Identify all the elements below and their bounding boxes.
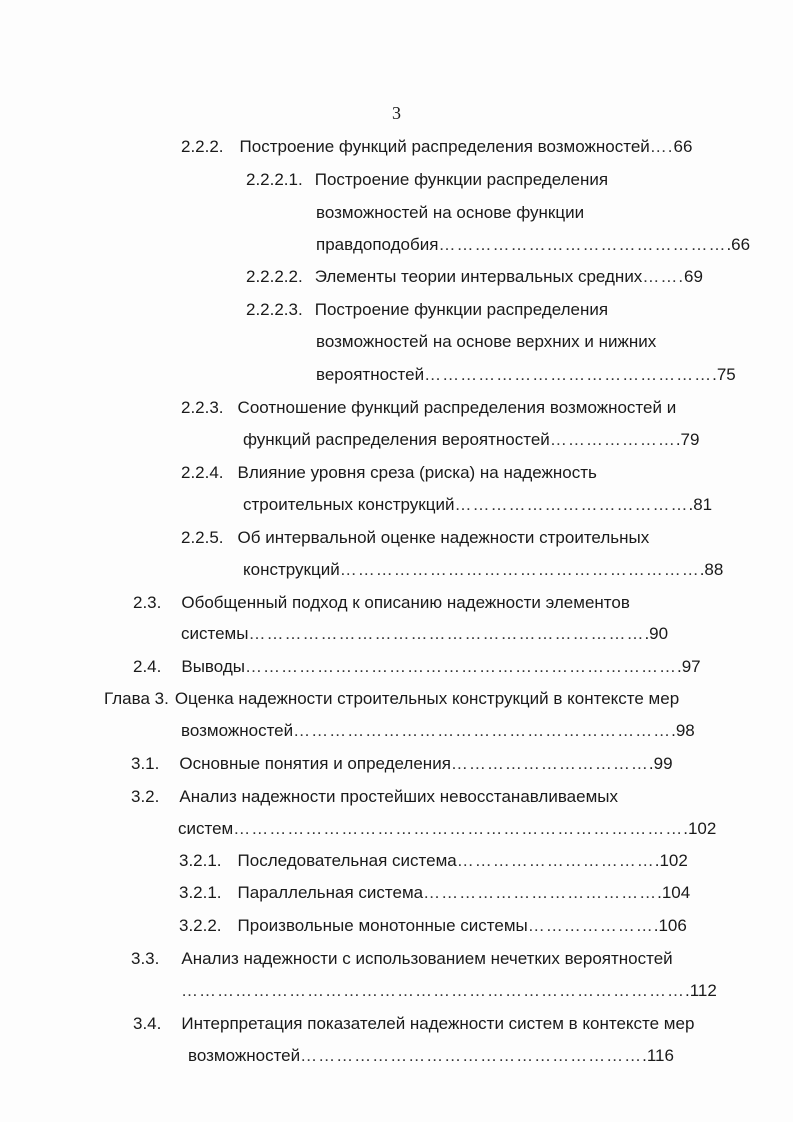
toc-entry-continuation (316, 234, 750, 256)
leader-dots: ……. (642, 267, 685, 286)
section-number: 3.4. (133, 1014, 162, 1033)
entry-title: Построение функции распределения (314, 300, 609, 319)
section-number: 2.2.2.3. (246, 300, 303, 319)
page-ref: .102 (654, 851, 688, 870)
leader-dots: ………………………………… (423, 883, 658, 902)
chapter-number: Глава 3. (104, 689, 169, 708)
section-number: 3.3. (131, 949, 160, 968)
section-number: 2.2.3. (181, 398, 224, 417)
toc-entry-3-3 (131, 948, 673, 970)
entry-title: конструкций (243, 560, 340, 579)
section-number: 2.3. (133, 593, 162, 612)
toc-entry-2-2-3 (181, 397, 676, 419)
section-number: 3.2. (131, 787, 160, 806)
section-number: 3.1. (131, 754, 160, 773)
entry-title: Анализ надежности простейших невосстанавливаемых (179, 787, 618, 806)
toc-entry-2-2-2-3 (246, 299, 608, 321)
toc-entry-chapter-3 (104, 688, 679, 710)
entry-title: Соотношение функций распределения возможностей и (237, 398, 677, 417)
leader-dots: ………………………………………………………… (248, 624, 645, 643)
section-number: 2.4. (133, 657, 162, 676)
toc-entry-continuation (181, 980, 717, 1002)
toc-entry-3-2-2 (179, 915, 687, 937)
leader-dots: ………………………………………………… (300, 1046, 643, 1065)
page-ref: .88 (699, 560, 724, 579)
page-ref: .66 (726, 235, 751, 254)
toc-entry-continuation (316, 202, 584, 224)
entry-title: Параллельная система (237, 883, 424, 902)
page-number: 3 (392, 103, 401, 123)
leader-dots: ………………………………………… (438, 235, 727, 254)
section-number: 2.2.2.1. (246, 170, 303, 189)
entry-title: Влияние уровня среза (риска) на надежность (237, 463, 597, 482)
entry-title: Обобщенный подход к описанию надежности элементов (181, 593, 630, 612)
entry-title: систем (178, 819, 234, 838)
leader-dots: ………………………………………………………………………… (181, 981, 685, 1000)
toc-entry-2-2-2-2 (246, 266, 703, 288)
entry-title: функций распределения вероятностей (243, 430, 550, 449)
section-number: 3.2.1. (179, 883, 222, 902)
toc-entry-2-2-5 (181, 527, 649, 549)
section-number: 2.2.2.2. (246, 267, 303, 286)
entry-title: Произвольные монотонные системы (237, 916, 528, 935)
page-ref: .112 (685, 981, 717, 1000)
toc-entry-continuation (243, 559, 723, 581)
toc-entry-3-2 (131, 786, 618, 808)
leader-dots: ………………… (527, 916, 654, 935)
toc-entry-3-2-1-parallel (179, 882, 690, 904)
toc-entry-continuation (243, 429, 699, 451)
page-ref: .106 (653, 916, 687, 935)
page-ref: .81 (688, 495, 713, 514)
section-number: 2.2.4. (181, 463, 224, 482)
page-ref: .75 (712, 365, 736, 384)
entry-title: Построение функций распределения возможностей (239, 137, 650, 156)
entry-title: строительных конструкций (243, 495, 455, 514)
toc-entry-continuation (243, 494, 712, 516)
page-ref: .104 (657, 883, 691, 902)
page-ref: .99 (648, 754, 673, 773)
toc-entry-2-2-2-1 (246, 169, 608, 191)
entry-title: Построение функции распределения (314, 170, 609, 189)
entry-title: правдоподобия (316, 235, 439, 254)
entry-title: Анализ надежности с использованием нечетких вероятностей (181, 949, 673, 968)
entry-title: возможностей на основе функции (316, 203, 585, 222)
page-ref: .79 (675, 430, 700, 449)
leader-dots: ………………… (549, 430, 676, 449)
toc-entry-continuation (316, 331, 656, 353)
toc-entry-2-4 (133, 656, 701, 678)
entry-title: возможностей на основе верхних и нижних (316, 332, 657, 351)
leader-dots: ………………………………… (454, 495, 689, 514)
page-ref: .97 (676, 657, 701, 676)
page-ref: 69 (684, 267, 703, 286)
toc-entry-continuation (181, 623, 668, 645)
entry-title: Об интервальной оценке надежности строительных (237, 528, 650, 547)
toc-entry-2-2-2 (181, 136, 692, 158)
section-number: 3.2.2. (179, 916, 222, 935)
toc-entry-continuation (178, 818, 716, 840)
toc-entry-continuation (316, 364, 736, 386)
page-ref: .98 (671, 721, 695, 740)
leader-dots: …. (649, 137, 674, 156)
entry-title: Оценка надежности строительных конструкций в контексте мер (174, 689, 680, 708)
entry-title: возможностей (188, 1046, 301, 1065)
toc-entry-continuation (181, 720, 695, 742)
leader-dots: …………………………… (450, 754, 649, 773)
toc-entry-3-2-1-serial (179, 850, 688, 872)
page-ref: 66 (673, 137, 693, 156)
entry-title: Интерпретация показателей надежности систем в контексте мер (181, 1014, 695, 1033)
entry-title: Выводы (181, 657, 245, 676)
page-ref: .102 (683, 819, 717, 838)
section-number: 2.2.5. (181, 528, 224, 547)
entry-title: системы (181, 624, 249, 643)
leader-dots: ……………………………………………………… (293, 721, 672, 740)
leader-dots: …………………………………………………… (339, 560, 700, 579)
leader-dots: ………………………………………… (424, 365, 713, 384)
entry-title: Основные понятия и определения (179, 754, 451, 773)
leader-dots: ……………………………………………………………… (244, 657, 677, 676)
page-ref: .116 (642, 1046, 674, 1065)
toc-entry-continuation (188, 1045, 674, 1067)
toc-entry-3-4 (133, 1013, 694, 1035)
entry-title: Последовательная система (237, 851, 457, 870)
entry-title: Элементы теории интервальных средних (314, 267, 643, 286)
section-number: 3.2.1. (179, 851, 222, 870)
leader-dots: …………………………… (456, 851, 655, 870)
entry-title: вероятностей (316, 365, 425, 384)
toc-entry-2-2-4 (181, 462, 597, 484)
toc-entry-3-1 (131, 753, 673, 775)
entry-title: возможностей (181, 721, 294, 740)
page-ref: .90 (644, 624, 669, 643)
toc-entry-2-3 (133, 592, 630, 614)
leader-dots: ………………………………………………………………… (233, 819, 684, 838)
section-number: 2.2.2. (181, 137, 224, 156)
